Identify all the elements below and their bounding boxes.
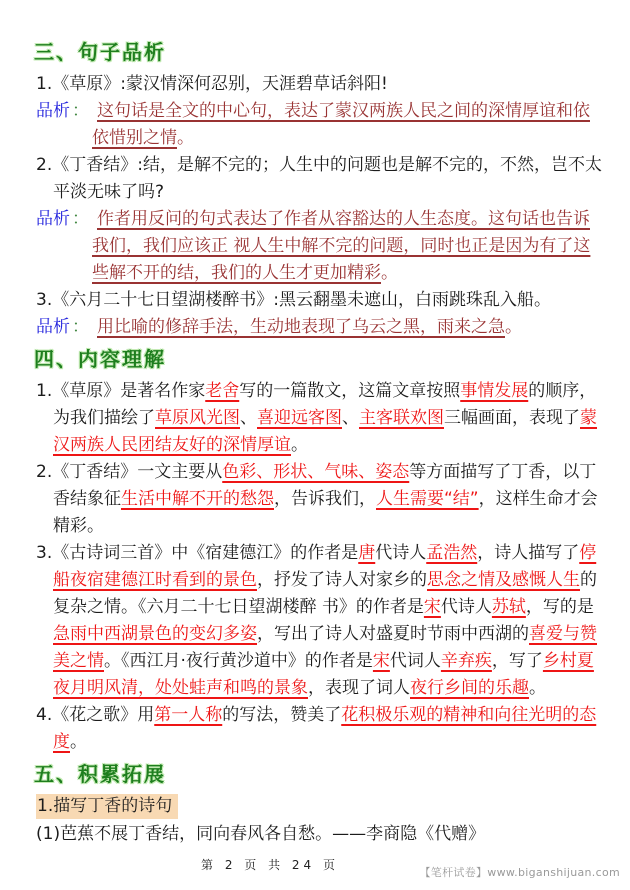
text-segment: 、 [342, 408, 359, 428]
analysis-label-colon: ： [72, 101, 89, 121]
text-segment: 。 [70, 732, 87, 752]
text-segment: 2.《丁香结》:结，是解不完的；人生中的问题也是解不完的，不然，岂不太平淡无味了吗? [36, 155, 602, 202]
watermark: 【笔杆试卷】www.biganshijuan.com [419, 866, 620, 879]
text-segment: ，写出了诗人对盛夏时节雨中西湖的 [257, 624, 529, 644]
text-segment: 3.《古诗词三首》中《宿建德江》的作者是 [36, 543, 359, 563]
text-segment: ，诗人描写了 [477, 543, 580, 563]
text-segment: 辛弃疾 [440, 651, 492, 671]
text-segment: 。 [381, 263, 398, 283]
text-segment: 第一人称 [154, 705, 223, 725]
text-segment: 乡村夏夜月明风清，处处蛙声和鸣的景象 [53, 651, 594, 698]
text-segment: 代诗人 [375, 543, 427, 563]
text-segment: 作者用反问的句式表达了作者从容豁达的人生态度。这句话也告诉我们，我们应该正 视人生中解不完的问题，同时也正是因为有了这些解不开的结，我们的人生才更加精彩 [92, 209, 591, 283]
section [36, 344, 604, 756]
text-segment: 。《西江月·夜行黄沙道中》的作者是 [104, 651, 373, 671]
text-segment: 生活中解不开的愁怨 [121, 489, 274, 509]
text-segment: 代词人 [389, 651, 441, 671]
highlighted-subheading [36, 793, 604, 820]
numbered-item [36, 152, 604, 206]
analysis-label: 品析 [36, 101, 70, 121]
text-segment: 的写法，赞美了 [222, 705, 342, 725]
text-segment: 的顺序，为我们描绘了 [53, 381, 597, 428]
text-segment: 。 [529, 678, 546, 698]
section-heading: 五、积累拓展 [34, 762, 166, 786]
section-heading: 三、句子品析 [34, 40, 166, 64]
text-segment: 蒙汉两族人民团结友好的深情厚谊 [53, 408, 597, 455]
analysis-paragraph [36, 314, 604, 341]
text-segment: 事情发展 [460, 381, 529, 401]
text-segment: 喜爱与赞美之情 [53, 624, 597, 671]
text-segment: 。 [291, 435, 308, 455]
text-segment: ，抒发了诗人对家乡的 [257, 570, 427, 590]
text-segment: 停船夜宿建德江时看到的景色 [53, 543, 597, 590]
analysis-paragraph [36, 206, 604, 287]
text-segment: 用比喻的修辞手法，生动地表现了乌云之黑，雨来之急 [97, 317, 505, 337]
text-segment: 唐 [358, 543, 376, 563]
text-segment: 这句话是全文的中心句，表达了蒙汉两族人民之间的深情厚谊和依依惜别之情 [92, 101, 590, 148]
section [36, 37, 604, 341]
analysis-label-colon: ： [72, 317, 89, 337]
analysis-paragraph [36, 98, 604, 152]
text-segment: 宋 [423, 597, 441, 617]
text-segment: 喜迎远客图 [257, 408, 342, 428]
numbered-item [36, 702, 604, 756]
text-segment: 主客联欢图 [359, 408, 444, 428]
numbered-item [36, 378, 604, 459]
text-segment: 1.描写丁香的诗句 [37, 796, 173, 816]
text-segment: ，写了 [491, 651, 543, 671]
text-segment: 。 [177, 128, 194, 148]
text-segment: ，表现了词人 [308, 678, 410, 698]
text-segment: 。 [505, 317, 522, 337]
text-segment: 孟浩然 [426, 543, 478, 563]
text-segment: 代诗人 [440, 597, 492, 617]
text-segment: 宋 [372, 651, 390, 671]
text-segment: ，告诉我们， [274, 489, 376, 509]
text-segment: 老舍 [205, 381, 240, 401]
poem-line [36, 821, 604, 848]
page-number: 第 2 页 共 24 页 [201, 858, 339, 872]
text-segment: 写的一篇散文，这篇文章按照 [239, 381, 461, 401]
text-segment: (1)芭蕉不展丁香结，同向春风各自愁。——李商隐《代赠》 [36, 824, 486, 844]
text-segment: 花积极乐观的精神和向往光明的态度 [53, 705, 597, 752]
numbered-item [36, 540, 604, 702]
text-segment: ，这样生命才会精彩。 [53, 489, 598, 536]
text-segment: 人生需要“结” [376, 489, 479, 509]
highlight-background [36, 794, 178, 819]
text-segment: 急雨中西湖景色的变幻多姿 [53, 624, 257, 644]
text-segment: 的复杂之情。《六月二十七日望湖楼醉 书》的作者是 [53, 570, 597, 617]
section [36, 759, 604, 848]
text-segment: 三幅画面，表现了 [444, 408, 580, 428]
numbered-item [36, 459, 604, 540]
analysis-label: 品析 [36, 209, 70, 229]
text-segment: 夜行乡间的乐趣 [410, 678, 529, 698]
text-segment: 思念之情及感慨人生 [427, 570, 580, 590]
text-segment: 1.《草原》:蒙汉情深何忍别，天涯碧草话斜阳! [36, 74, 388, 94]
text-segment: 等方面描写了丁香，以丁香结象征 [53, 462, 597, 509]
numbered-item [36, 71, 604, 98]
numbered-item [36, 287, 604, 314]
text-segment: 色彩、形状、气味、姿态 [222, 462, 410, 482]
text-segment: 草原风光图 [155, 408, 240, 428]
text-segment: 1.《草原》是著名作家 [36, 381, 206, 401]
text-segment: 3.《六月二十七日望湖楼醉书》:黑云翻墨未遮山，白雨跳珠乱入船。 [36, 290, 551, 310]
analysis-label-colon: ： [72, 209, 89, 229]
text-segment: 2.《丁香结》一文主要从 [36, 462, 223, 482]
text-segment: 、 [240, 408, 257, 428]
text-segment: ，写的是 [525, 597, 594, 617]
section-heading: 四、内容理解 [34, 347, 166, 371]
text-segment: 苏轼 [491, 597, 526, 617]
analysis-label: 品析 [36, 317, 70, 337]
text-segment: 4.《花之歌》用 [36, 705, 155, 725]
